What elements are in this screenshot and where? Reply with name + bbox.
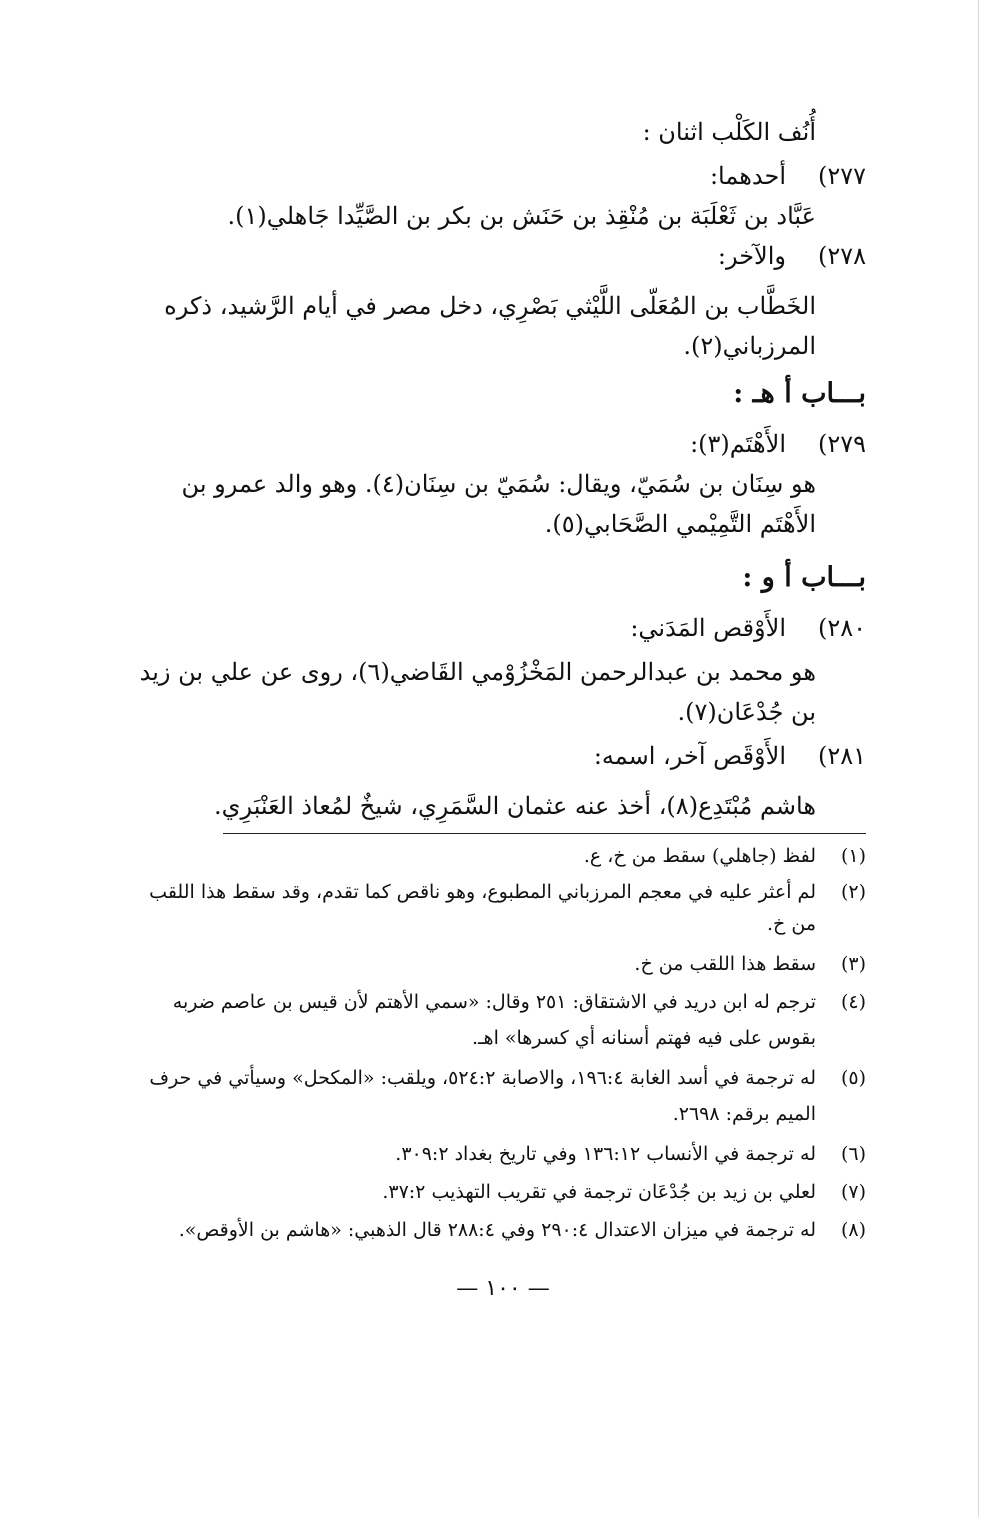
entry-277-header — [140, 160, 866, 192]
entry-278-text-2: المرزباني(٢). — [683, 332, 816, 360]
footnote-1 — [140, 842, 866, 870]
footnote-6 — [140, 1140, 866, 1168]
entry-label: الأَوْقص المَدَني: — [630, 614, 786, 642]
entry-number: ٢٨١) — [817, 742, 866, 770]
entry-label: والآخر: — [717, 242, 786, 270]
footnote-number: (٨) — [840, 1219, 866, 1241]
footnote-number: (٢) — [840, 881, 866, 903]
footnote-separator — [223, 833, 866, 834]
footnote-text: لم أعثر عليه في معجم المرزباني المطبوع، وهو ناقص كما تقدم، وقد سقط هذا اللقب — [149, 881, 816, 903]
entry-number: ٢٨٠) — [817, 614, 866, 642]
entry-280-text-1: هو محمد بن عبدالرحمن المَخْزُوْمي القَاضي(٦)، روى عن علي بن زيد — [139, 658, 816, 686]
footnote-7 — [140, 1178, 866, 1206]
footnote-text: له ترجمة في أسد الغابة ١٩٦:٤، والاصابة ٥٢٤:٢، ويلقب: «المكحل» وسيأتي في حرف — [149, 1067, 816, 1089]
entry-label: الأَهْتَم(٣): — [690, 430, 786, 458]
entry-label: أحدهما: — [709, 162, 786, 190]
footnote-text: له ترجمة في الأنساب ١٣٦:١٢ وفي تاريخ بغداد ٣٠٩:٢. — [395, 1143, 816, 1165]
footnote-number: (٣) — [840, 953, 866, 975]
section-heading-awa: بـــاب أ و : — [742, 562, 866, 593]
entry-number: ٢٧٩) — [817, 430, 866, 458]
entry-278-header — [140, 240, 866, 272]
entry-label: الأَوْقَص آخر، اسمه: — [593, 742, 786, 770]
footnote-text: له ترجمة في ميزان الاعتدال ٢٩٠:٤ وفي ٢٨٨:٤ قال الذهبي: «هاشم بن الأوقص». — [178, 1219, 816, 1241]
entry-number: ٢٧٨) — [817, 242, 866, 270]
footnote-number: (١) — [840, 845, 866, 867]
footnote-number: (٤) — [840, 991, 866, 1013]
footnote-text: ترجم له ابن دريد في الاشتقاق: ٢٥١ وقال: «سمي الأهتم لأن قيس بن عاصم ضربه — [172, 991, 816, 1013]
entry-number: ٢٧٧) — [817, 162, 866, 190]
section-heading-aha: بـــاب أ هـ : — [733, 378, 866, 409]
footnote-3 — [140, 950, 866, 978]
entry-281-text: هاشم مُبْتَدِع(٨)، أخذ عنه عثمان السَّمَرِي، شيخٌ لمُعاذ العَنْبَرِي. — [214, 792, 816, 820]
entry-279-text-1: هو سِنَان بن سُمَيّ، ويقال: سُمَيّ بن سِنَان(٤). وهو والد عمرو بن — [181, 470, 816, 498]
footnote-2-cont: من خ. — [767, 913, 816, 935]
footnote-number: (٧) — [840, 1181, 866, 1203]
footnote-2 — [140, 878, 866, 906]
footnote-5 — [140, 1064, 866, 1092]
entry-278-text-1: الخَطَّاب بن المُعَلّى اللَّيْثي بَصْرِي، دخل مصر في أيام الرَّشيد، ذكره — [164, 292, 816, 320]
entry-280-text-2: بن جُدْعَان(٧). — [677, 698, 816, 726]
footnote-4-cont: بقوس على فيه فهتم أسنانه أي كسرها» اهـ. — [471, 1027, 816, 1049]
chapter-title: أُنُف الكَلْب اثنان : — [642, 118, 816, 146]
entry-281-header — [140, 740, 866, 772]
footnote-5-cont: الميم برقم: ٢٦٩٨. — [672, 1103, 816, 1125]
footnote-text: سقط هذا اللقب من خ. — [634, 953, 816, 975]
footnote-text: لفظ (جاهلي) سقط من خ، ع. — [583, 845, 816, 867]
footnote-8 — [140, 1216, 866, 1244]
page-number: — ١٠٠ — — [456, 1276, 550, 1301]
entry-279-header — [140, 428, 866, 460]
footnote-text: لعلي بن زيد بن جُدْعَان ترجمة في تقريب التهذيب ٣٧:٢. — [382, 1181, 816, 1203]
entry-277-text: عَبَّاد بن ثَعْلَبَة بن مُنْقِذ بن حَنَش بن بكر بن الصَّيِّدا جَاهلي(١). — [227, 202, 816, 230]
footnote-4 — [140, 988, 866, 1016]
footnote-number: (٥) — [840, 1067, 866, 1089]
entry-279-text-2: الأَهْتَم التَّمِيْمي الصَّحَابي(٥). — [544, 510, 816, 538]
footnote-number: (٦) — [840, 1143, 866, 1165]
entry-280-header — [140, 612, 866, 644]
